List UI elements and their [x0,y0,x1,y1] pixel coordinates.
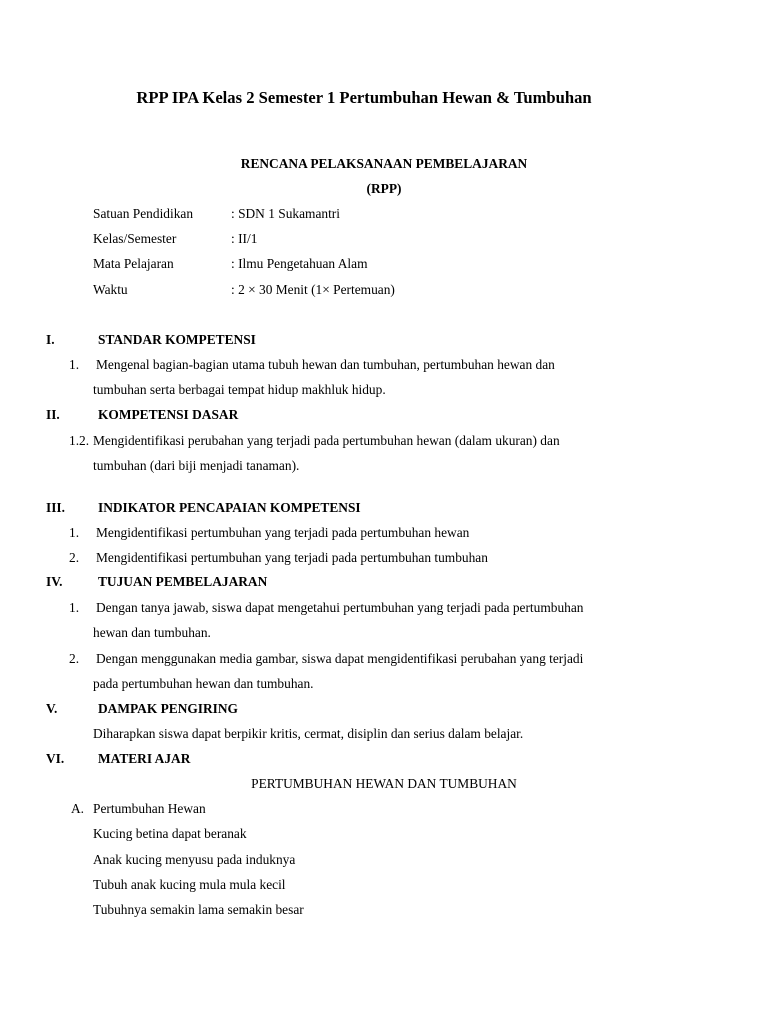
list-item-text-cont: hewan dan tumbuhan. [93,625,211,640]
section-title: INDIKATOR PENCAPAIAN KOMPETENSI [98,500,361,515]
identity-label: Kelas/Semester [93,231,177,246]
section-number: II. [46,407,60,422]
section-title: MATERI AJAR [98,751,191,766]
list-item-text: Mengidentifikasi perubahan yang terjadi pada pertumbuhan hewan (dalam ukuran) dan [93,433,560,448]
section-paragraph: Diharapkan siswa dapat berpikir kritis, cermat, disiplin dan serius dalam belajar. [93,726,524,741]
section-title: STANDAR KOMPETENSI [98,332,256,347]
section-number: V. [46,701,58,716]
material-subtitle: PERTUMBUHAN HEWAN DAN TUMBUHAN [251,776,517,791]
identity-value: : Ilmu Pengetahuan Alam [231,256,368,271]
identity-label: Waktu [93,282,128,297]
identity-value: : 2 × 30 Menit (1× Pertemuan) [231,282,395,297]
document-title: RPP IPA Kelas 2 Semester 1 Pertumbuhan Hewan & Tumbuhan [136,88,592,107]
identity-label: Satuan Pendidikan [93,206,194,221]
material-line: Kucing betina dapat beranak [93,826,247,841]
list-marker: 1.2. [69,433,90,448]
material-line: Anak kucing menyusu pada induknya [93,852,296,867]
identity-value: : SDN 1 Sukamantri [231,206,340,221]
list-item-text-cont: pada pertumbuhan hewan dan tumbuhan. [93,676,314,691]
rpp-heading: RENCANA PELAKSANAAN PEMBELAJARAN [240,156,528,171]
section-number: III. [46,500,65,515]
material-line: Tubuhnya semakin lama semakin besar [93,902,304,917]
list-marker: 1. [69,525,80,540]
identity-label: Mata Pelajaran [93,256,174,271]
section-number: IV. [46,574,63,589]
material-line: Tubuh anak kucing mula mula kecil [93,877,286,892]
section-title: TUJUAN PEMBELAJARAN [98,574,268,589]
list-marker: 2. [69,651,80,666]
section-number: VI. [46,751,65,766]
section-title: KOMPETENSI DASAR [98,407,239,422]
list-marker: A. [71,801,85,816]
section-title: DAMPAK PENGIRING [98,701,238,716]
list-item-text: Dengan menggunakan media gambar, siswa dapat mengidentifikasi perubahan yang terjadi [96,651,584,666]
list-marker: 2. [69,550,80,565]
list-marker: 1. [69,357,80,372]
list-item-text: Mengenal bagian-bagian utama tubuh hewan dan tumbuhan, pertumbuhan hewan dan [96,357,555,372]
list-marker: 1. [69,600,80,615]
subsection-label: Pertumbuhan Hewan [93,801,206,816]
list-item-text: Dengan tanya jawab, siswa dapat mengetahui pertumbuhan yang terjadi pada pertumbuhan [96,600,584,615]
list-item-text: Mengidentifikasi pertumbuhan yang terjadi pada pertumbuhan tumbuhan [96,550,488,565]
rpp-heading-abbr: (RPP) [366,181,402,196]
section-number: I. [46,332,55,347]
identity-value: : II/1 [231,231,258,246]
list-item-text-cont: tumbuhan (dari biji menjadi tanaman). [93,458,300,473]
list-item-text-cont: tumbuhan serta berbagai tempat hidup makhluk hidup. [93,382,386,397]
list-item-text: Mengidentifikasi pertumbuhan yang terjadi pada pertumbuhan hewan [96,525,470,540]
